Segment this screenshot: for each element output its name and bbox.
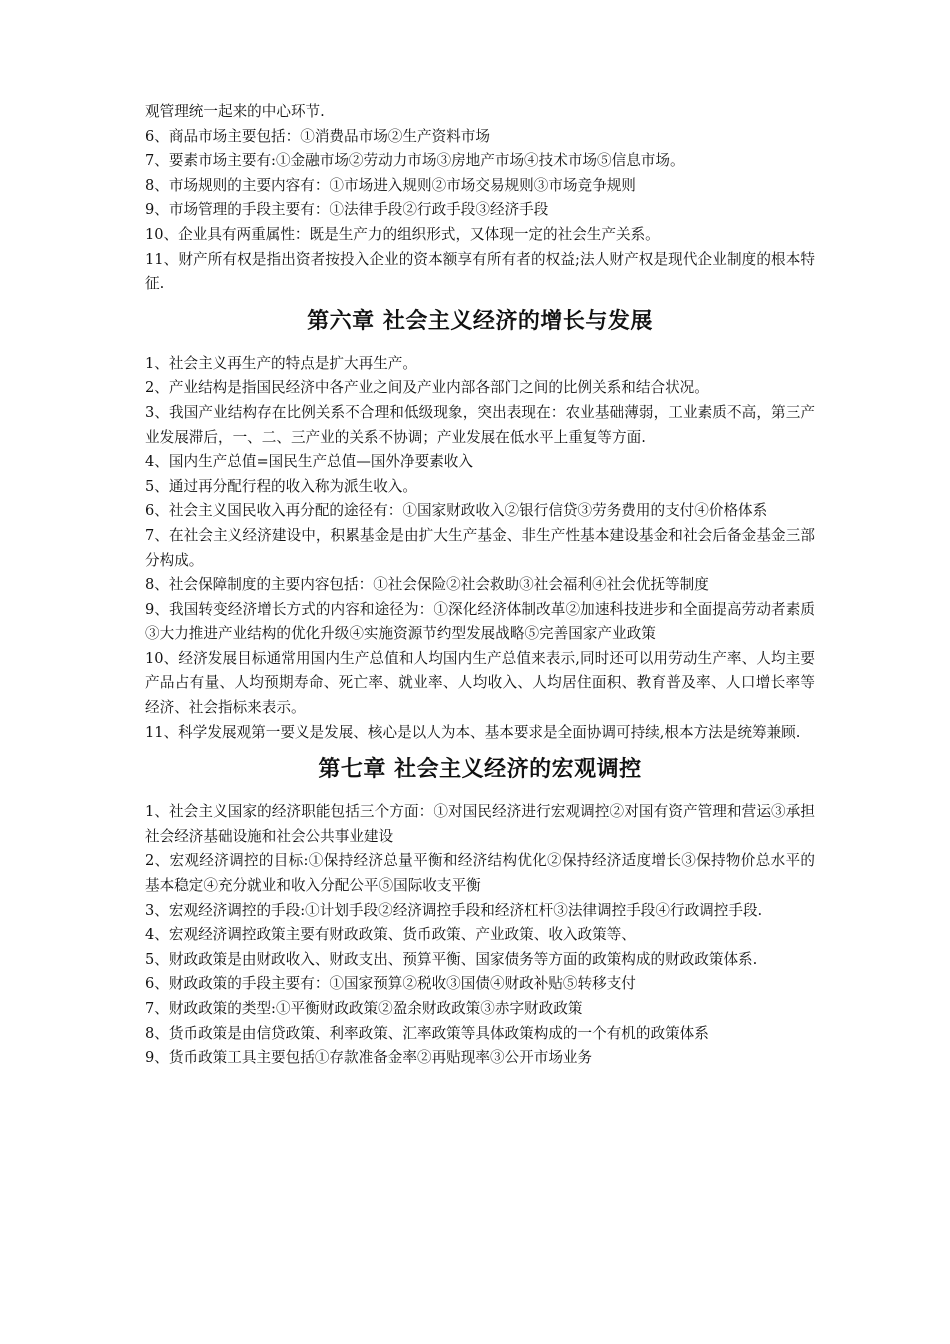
chapter-6-item: 8、社会保障制度的主要内容包括：①社会保险②社会救助③社会福利④社会优抚等制度 <box>145 576 709 594</box>
chapter-6-item: 4、国内生产总值=国民生产总值—国外净要素收入 <box>145 453 473 471</box>
chapter-7-item: 3、宏观经济调控的手段:①计划手段②经济调控手段和经济杠杆③法律调控手段④行政调控手段. <box>145 901 763 919</box>
chapter-6-item: 10、经济发展目标通常用国内生产总值和人均国内生产总值来表示,同时还可以用劳动生产率、人均主要产品占有量、人均预期寿命、死亡率、就业率、人均收入、人均居住面积、教育普及率、人口增长率等经济、社会指标来表示。 <box>145 649 815 717</box>
intro-paragraph: 7、要素市场主要有:①金融市场②劳动力市场③房地产市场④技术市场⑤信息市场。 <box>145 152 685 170</box>
document-page <box>145 100 815 1071</box>
chapter-7-item: 2、宏观经济调控的目标:①保持经济总量平衡和经济结构优化②保持经济适度增长③保持物价总水平的基本稳定④充分就业和收入分配公平⑤国际收支平衡 <box>145 852 815 895</box>
chapter-6-item: 3、我国产业结构存在比例关系不合理和低级现象，突出表现在：农业基础薄弱，工业素质不高，第三产业发展滞后，一、二、三产业的关系不协调；产业发展在低水平上重复等方面. <box>145 403 815 446</box>
chapter-6-item: 5、通过再分配行程的收入称为派生收入。 <box>145 477 417 495</box>
chapter-7-item: 4、宏观经济调控政策主要有财政政策、货币政策、产业政策、收入政策等、 <box>145 926 636 944</box>
intro-paragraph: 6、商品市场主要包括：①消费品市场②生产资料市场 <box>145 127 490 145</box>
chapter-6-item: 6、社会主义国民收入再分配的途径有：①国家财政收入②银行信贷③劳务费用的支付④价格体系 <box>145 502 768 520</box>
chapter-6-item: 7、在社会主义经济建设中，积累基金是由扩大生产基金、非生产性基本建设基金和社会后备金基金三部分构成。 <box>145 526 815 569</box>
chapter-7-item: 9、货币政策工具主要包括①存款准备金率②再贴现率③公开市场业务 <box>145 1049 593 1067</box>
chapter-6-item: 1、社会主义再生产的特点是扩大再生产。 <box>145 354 417 372</box>
chapter-7-item: 8、货币政策是由信贷政策、利率政策、汇率政策等具体政策构成的一个有机的政策体系 <box>145 1024 709 1042</box>
intro-paragraph: 观管理统一起来的中心环节. <box>145 103 325 120</box>
chapter-6-item: 2、产业结构是指国民经济中各产业之间及产业内部各部门之间的比例关系和结合状况。 <box>145 379 709 397</box>
chapter-7-item: 6、财政政策的手段主要有：①国家预算②税收③国债④财政补贴⑤转移支付 <box>145 975 636 993</box>
chapter-7-item: 7、财政政策的类型:①平衡财政政策②盈余财政政策③赤字财政政策 <box>145 1000 583 1017</box>
chapter-6-item: 9、我国转变经济增长方式的内容和途径为：①深化经济体制改革②加速科技进步和全面提高劳动者素质③大力推进产业结构的优化升级④实施资源节约型发展战略⑤完善国家产业政策 <box>145 600 815 643</box>
chapter-7-title: 第七章 社会主义经济的宏观调控 <box>318 757 642 783</box>
intro-paragraph: 11、财产所有权是指出资者按投入企业的资本额享有所有者的权益;法人财产权是现代企业制度的根本特征. <box>145 250 815 293</box>
chapter-7-item: 5、财政政策是由财政收入、财政支出、预算平衡、国家债务等方面的政策构成的财政政策体系. <box>145 950 758 968</box>
chapter-7-item: 1、社会主义国家的经济职能包括三个方面：①对国民经济进行宏观调控②对国有资产管理和营运③承担社会经济基础设施和社会公共事业建设 <box>145 803 815 845</box>
intro-paragraph: 8、市场规则的主要内容有：①市场进入规则②市场交易规则③市场竞争规则 <box>145 176 636 194</box>
intro-paragraph: 9、市场管理的手段主要有：①法律手段②行政手段③经济手段 <box>145 201 549 219</box>
chapter-6-item: 11、科学发展观第一要义是发展、核心是以人为本、基本要求是全面协调可持续,根本方法是统筹兼顾. <box>145 723 801 741</box>
chapter-6-title: 第六章 社会主义经济的增长与发展 <box>307 308 653 334</box>
intro-paragraph: 10、企业具有两重属性：既是生产力的组织形式，又体现一定的社会生产关系。 <box>145 225 660 243</box>
